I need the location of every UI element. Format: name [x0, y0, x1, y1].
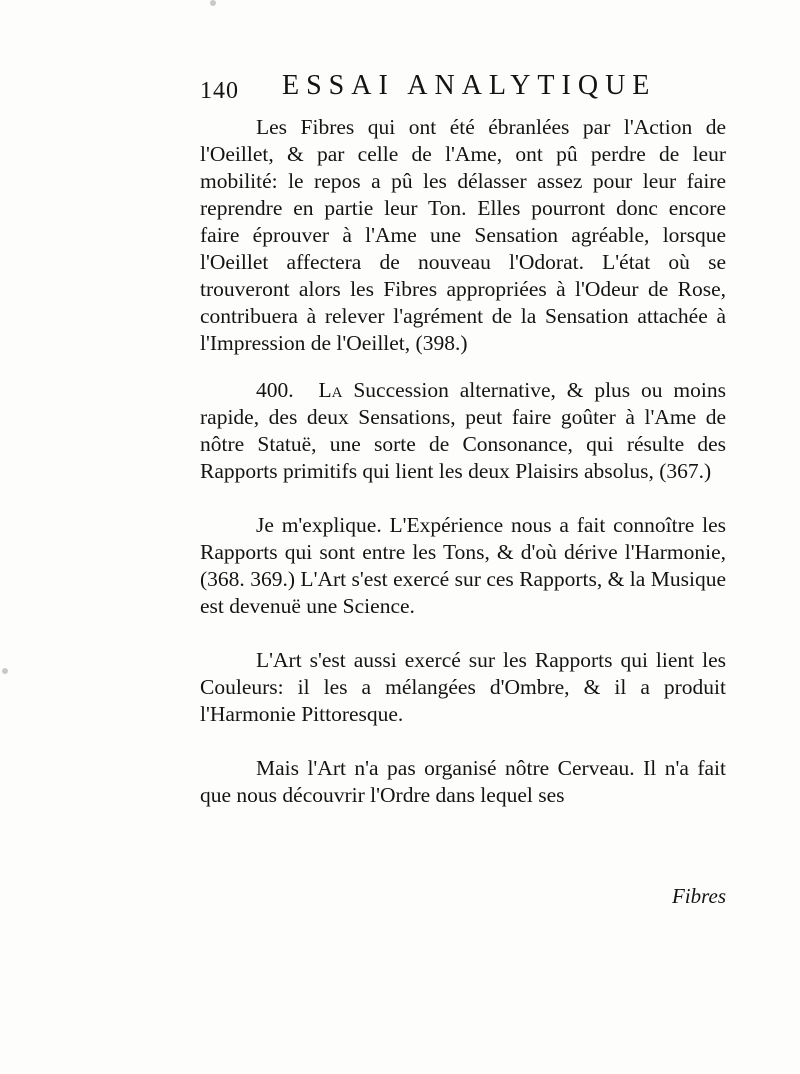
paragraph-lead-word: La — [318, 378, 343, 402]
page-number: 140 — [200, 78, 239, 104]
paper-speck — [2, 668, 8, 674]
paper-speck — [210, 0, 216, 6]
page-header — [200, 66, 660, 106]
paragraph-text: Succession alternative, & plus ou moins rapide, des deux Sensations, peut faire goûter à l'Ame de nôtre Statuë, une sorte de Consonance, qui résulte des Rapports primitifs qui lient les deux Plaisirs absolus, (367.) — [200, 378, 726, 483]
paragraph-400 — [200, 377, 726, 485]
paragraph-explique: Je m'explique. L'Expérience nous a fait connoître les Rapports qui sont entre les Tons, & d'où dérive l'Harmonie, (368. 369.) L'Art s'est exercé sur ces Rapports, & la Musique est devenuë une Science. — [200, 513, 726, 618]
body-text — [200, 114, 726, 809]
paragraph-number: 400. — [256, 378, 294, 402]
paragraph-couleurs: L'Art s'est aussi exercé sur les Rapports qui lient les Couleurs: il les a mélangées d'Ombre, & il a produit l'Harmonie Pittoresque. — [200, 648, 726, 726]
catchword: Fibres — [671, 884, 726, 908]
paragraph-cerveau: Mais l'Art n'a pas organisé nôtre Cerveau. Il n'a fait que nous découvrir l'Ordre dans lequel ses — [200, 756, 726, 807]
paragraph-fibres: Les Fibres qui ont été ébranlées par l'Action de l'Oeillet, & par celle de l'Ame, ont pû perdre de leur mobilité: le repos a pû les délasser assez pour leur faire reprendre en partie leur Ton. Elles pourront donc encore faire éprouver à l'Ame une Sensation agréable, lorsque l'Oeillet affectera de nouveau l'Odorat. L'état où se trouveront alors les Fibres appropriées à l'Odeur de Rose, contribuera à relever l'agrément de la Sensation attachée à l'Impression de l'Oeillet, (398.) — [200, 115, 726, 355]
running-head: ESSAI ANALYTIQUE — [282, 70, 657, 101]
